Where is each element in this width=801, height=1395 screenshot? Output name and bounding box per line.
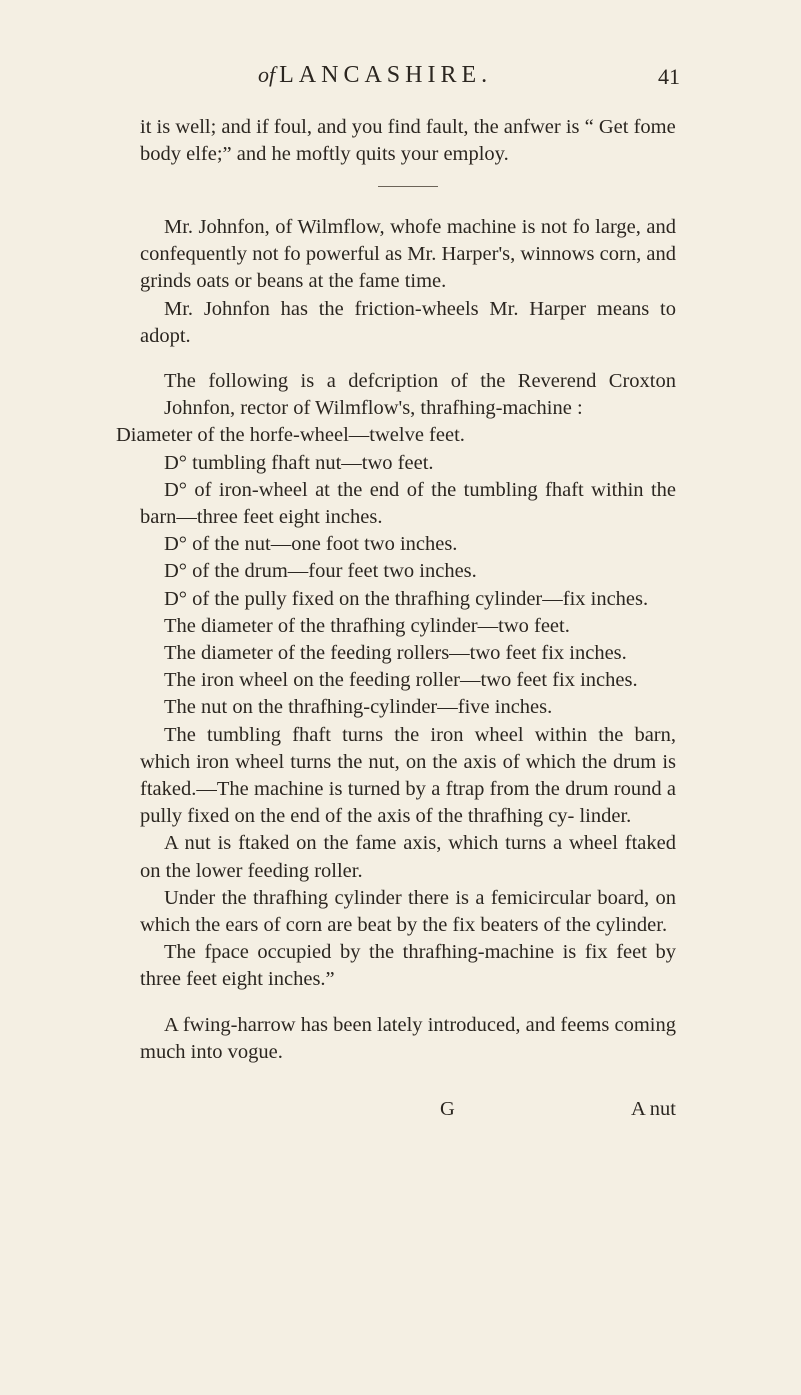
paragraph: The following is a defcription of the Reverend Croxton Johnfon, rector of Wilmflow's, thrafhing-machine : <box>164 370 676 420</box>
paragraph: A fwing-harrow has been lately introduced, and feems coming much into vogue. <box>140 1013 676 1063</box>
list-item: The diameter of the feeding rollers—two feet fix inches. <box>164 642 627 665</box>
signature-mark: G <box>440 1098 455 1120</box>
paragraph: Mr. Johnfon has the friction-wheels Mr. Harper means to adopt. <box>140 297 676 347</box>
paragraph: The tumbling fhaft turns the iron wheel within the barn, which iron wheel turns the nut, on the axis of which the drum is ftaked.—The machine is turned by a ftrap from the drum round a pully fixed on the end of the axis of the thrafhing cy- linder. <box>140 723 676 828</box>
list-item: D° of iron-wheel at the end of the tumbling fhaft within the barn—three feet eight inches. <box>140 478 676 529</box>
list-item: The nut on the thrafhing-cylinder—five inches. <box>164 696 553 719</box>
title-text: LANCASHIRE. <box>279 62 493 88</box>
running-title <box>258 62 492 89</box>
list-item: D° of the pully fixed on the thrafhing cylinder—fix inches. <box>164 587 649 610</box>
paragraph: A nut is ftaked on the fame axis, which turns a wheel ftaked on the lower feeding roller. <box>140 832 676 882</box>
page-number: 41 <box>658 64 680 89</box>
list-item: The iron wheel on the feeding roller—two feet fix inches. <box>164 669 638 692</box>
list-item: D° tumbling fhaft nut—two feet. <box>164 451 434 474</box>
catchword: A nut <box>631 1098 676 1120</box>
list-item: D° of the nut—one foot two inches. <box>164 533 458 556</box>
list-item: The diameter of the thrafhing cylinder—two feet. <box>164 614 570 637</box>
paragraph: Mr. Johnfon, of Wilmflow, whofe machine is not fo large, and confequently not fo powerful as Mr. Harper's, winnows corn, and grinds oats or beans at the fame time. <box>140 216 676 293</box>
text-block-top <box>140 114 676 168</box>
list-item: Diameter of the horfe-wheel—twelve feet. <box>116 424 465 447</box>
running-header <box>140 62 680 92</box>
paragraph: The fpace occupied by the thrafhing-machine is fix feet by three feet eight inches.” <box>140 941 676 991</box>
text-block-main <box>116 214 676 1066</box>
paragraph-continuation: it is well; and if foul, and you find fault, the anfwer is “ Get fome body elfe;” and he moftly quits your employ. <box>140 116 676 166</box>
list-item: D° of the drum—four feet two inches. <box>164 560 477 583</box>
page-footer <box>140 1098 676 1128</box>
title-prefix: of <box>258 62 276 87</box>
paragraph: Under the thrafhing cylinder there is a femicircular board, on which the ears of corn are beat by the fix beaters of the cylinder. <box>140 886 676 937</box>
section-divider <box>378 186 438 187</box>
